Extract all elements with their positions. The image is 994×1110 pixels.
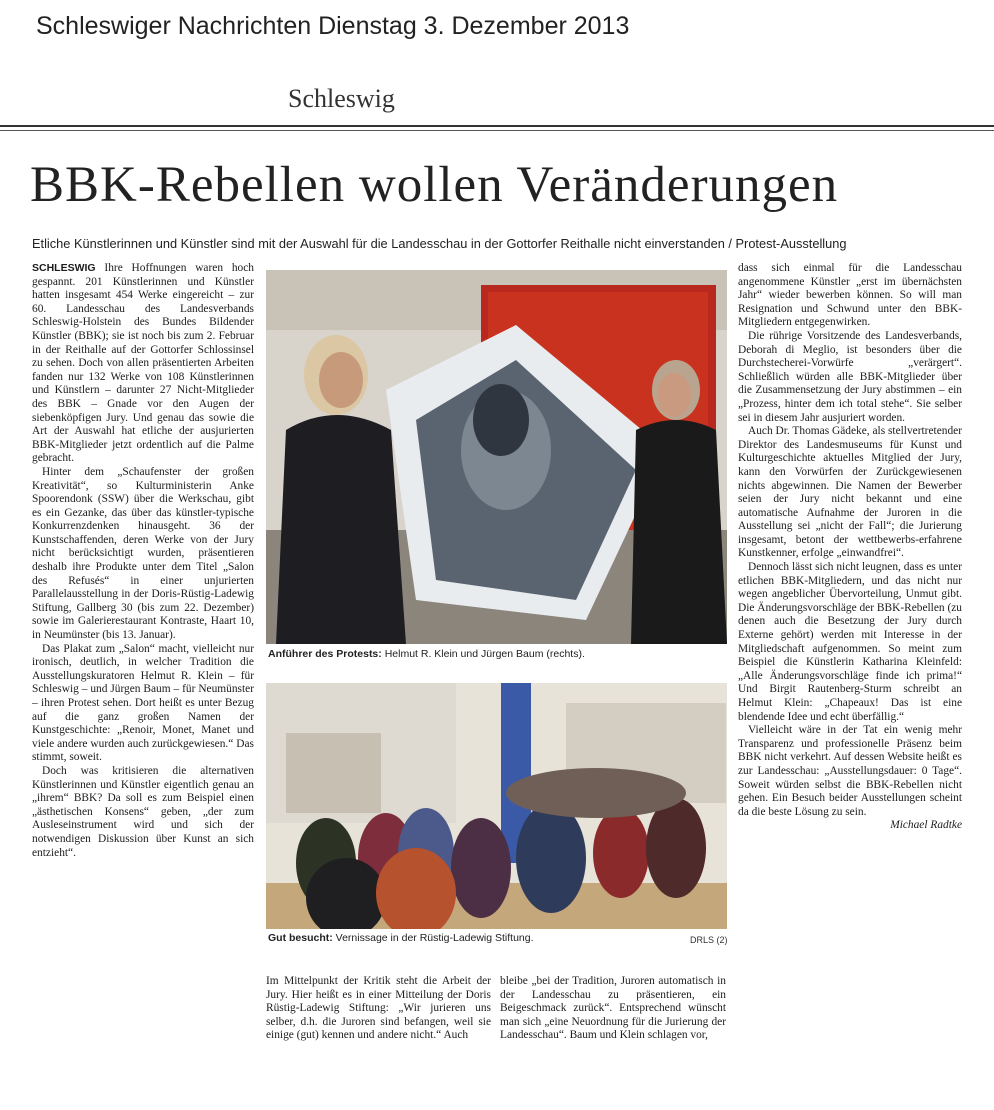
article-paragraph: SCHLESWIG Ihre Hoffnungen waren hoch gespannt. 201 Künstlerinnen und Künstler hatten insgesamt 454 Werke eingereicht – zur 60. Landesschau des Landesverbands Schleswig-Holstein des Bundes Bildender Künstler (BBK); sie ist noch bis zum 2. Februar in der Reithalle auf der Gottorfer Schlossinsel zu sehen. Doch von allen präsentierten Arbeiten fanden nur 132 Werke von 108 Künstlerinnen und Künstlern – darunter 27 Nicht-Mitglieder des BBK – Gnade vor den Augen der siebenköpfigen Jury. Und genau das sowie die Art der Auswahl hat etliche der ausjurierten BBK-Mitglieder jetzt ordentlich auf die Palme gebracht. [32, 262, 254, 465]
article-column-1 [32, 262, 254, 1082]
article-paragraph: Auch Dr. Thomas Gädeke, als stellvertretender Direktor des Landesmuseums für Kunst und Kulturgeschichte aktuelles Mitglied der Jury, kann den Vorwürfen der Zurückgewiesenen nichts abgewinnen. Die Namen der Bewerber seien der Jury nicht bekannt und eine automatische Aufnahme der Juroren in die Ausstellung sei „nicht der Fall“; die Jurierung insgesamt, betont der wettbewerbs-erfahrene Kunstkenner, erfolge „einwandfrei“. [738, 425, 962, 560]
masthead: Schleswiger Nachrichten Dienstag 3. Dezember 2013 [36, 12, 630, 40]
photo2-caption: Gut besucht: Vernissage in der Rüstig-Ladewig Stiftung. [268, 932, 534, 944]
article-paragraph: Vielleicht wäre in der Tat ein wenig mehr Transparenz und professionelle Präsenz beim BBK nicht verkehrt. Auf dessen Website heißt es zur Landesschau: „Ausstellungsdauer: 0 Tage“. Soweit würden selbst die BBK-Rebellen nicht gehen. Ein Besuch beider Ausstellungen scheint da die beste Lösung zu sein. [738, 724, 962, 818]
article-paragraph: Das Plakat zum „Salon“ macht, vielleicht nur ironisch, deutlich, in welcher Tradition die Ausstellungskuratoren Helmut R. Klein – für Schleswig – und Jürgen Baum – für Neumünster – ihren Protest sehen. Dort heißt es unter Bezug auf die ganz großen Namen der Kunstgeschichte: „Renoir, Monet, Manet und viele andere wurden auch zurückgewiesen.“ Das stimmt, soweit. [32, 642, 254, 764]
section-rule [0, 125, 994, 127]
article-paragraph: Im Mittelpunkt der Kritik steht die Arbeit der Jury. Hier heißt es in einer Mitteilung der Doris Rüstig-Ladewig Stiftung: „Wir jurieren uns selber, d.h. die Juroren sind befangen, weil sie einige (gut) kennen und andere nicht.“ Auch [266, 975, 491, 1042]
article-paragraph: Dennoch lässt sich nicht leugnen, dass es unter etlichen BBK-Mitgliedern, und das nicht nur wegen angeblicher Übervorteilung, Unmut gibt. Die Änderungsvorschläge der BBK-Rebellen (zu denen auch die Besetzung der Jury durch Externe gehört) werden mit Interesse in der Mitgliedschaft aufgenommen. So meint zum Beispiel die Künstlerin Katharina Kleinfeld: „Alle Änderungsvorschläge finde ich prima!“ Und Birgit Rautenberg-Sturm schreibt an Helmut Klein: „Chapeaux! Das ist eine blendende Idee und echt überfällig.“ [738, 561, 962, 723]
article-column-4 [738, 262, 962, 1082]
dateline: SCHLESWIG [32, 262, 96, 274]
article-paragraph: Hinter dem „Schaufenster der großen Kreativität“, so Kulturministerin Anke Spoorendonk (SSW) über die Werkschau, gibt es ein Gezanke, das über das künstler-typische Konkurrenzdenken hinausgeht. 36 der Kunstschaffenden, deren Werke von der Jury nicht berücksichtigt wurden, präsentieren deshalb ihre Produkte unter dem Titel „Salon des Refusés“ in einer unjurierten Parallelausstellung in der Doris-Rüstig-Ladewig Stiftung, Gallberg 30 (bis zum 22. Dezember) sowie im Galerierestaurant Kontraste, Haart 10, in Neumünster (bis 13. Januar). [32, 465, 254, 642]
photo1-caption: Anführer des Protests: Helmut R. Klein und Jürgen Baum (rechts). [268, 648, 585, 660]
subheadline: Etliche Künstlerinnen und Künstler sind mit der Auswahl für die Landesschau in der Gottorfer Reithalle nicht einverstanden / Protest-Ausstellung [32, 236, 847, 251]
photo-artists-with-painting [266, 270, 727, 644]
article-paragraph: Die rührige Vorsitzende des Landesverbands, Deborah di Meglio, ist besonders über die Durchstecherei-Vorwürfe „verärgert“. Schließlich würden alle BBK-Mitglieder über die Zusammensetzung der Jury abstimmen – ein „Prozess, hinter dem ich total stehe“. Sie selber sei in diesem Jahr ausjuriert worden. [738, 329, 962, 424]
headline: BBK-Rebellen wollen Veränderungen [30, 157, 839, 213]
article-paragraph: bleibe „bei der Tradition, Juroren automatisch in der Landesschau zu präsentieren, ein Beigeschmack zurück“. Entsprechend wünscht man sich „eine Neuordnung für die Jurierung der Landesschau“. Baum und Klein schlagen vor, [500, 975, 726, 1042]
author-byline: Michael Radtke [890, 819, 962, 832]
article-column-2 [266, 975, 491, 1085]
photo-credit: DRLS (2) [690, 935, 728, 945]
section-rule-thin [0, 130, 994, 131]
photo-image [266, 270, 727, 644]
article-paragraph: Doch was kritisieren die alternativen Künstlerinnen und Künstler eigentlich genau an „ihrem“ BBK? Da soll es zum Beispiel einen „ästhetischen Konsens“ geben, „der zum Ausleseinstrument wird und sich der notwendigen Diskussion über Kunst an sich entzieht“. [32, 764, 254, 859]
article-paragraph: dass sich einmal für die Landesschau angenommene Künstler „erst im übernächsten Jahr“ wieder bewerben können. So will man Resignation und Schwund unter den BBK-Mitgliedern entgegenwirken. [738, 262, 962, 329]
photo-vernissage-audience [266, 683, 727, 929]
section-title: Schleswig [288, 84, 395, 113]
article-column-3 [500, 975, 726, 1085]
photo-image [266, 683, 727, 929]
